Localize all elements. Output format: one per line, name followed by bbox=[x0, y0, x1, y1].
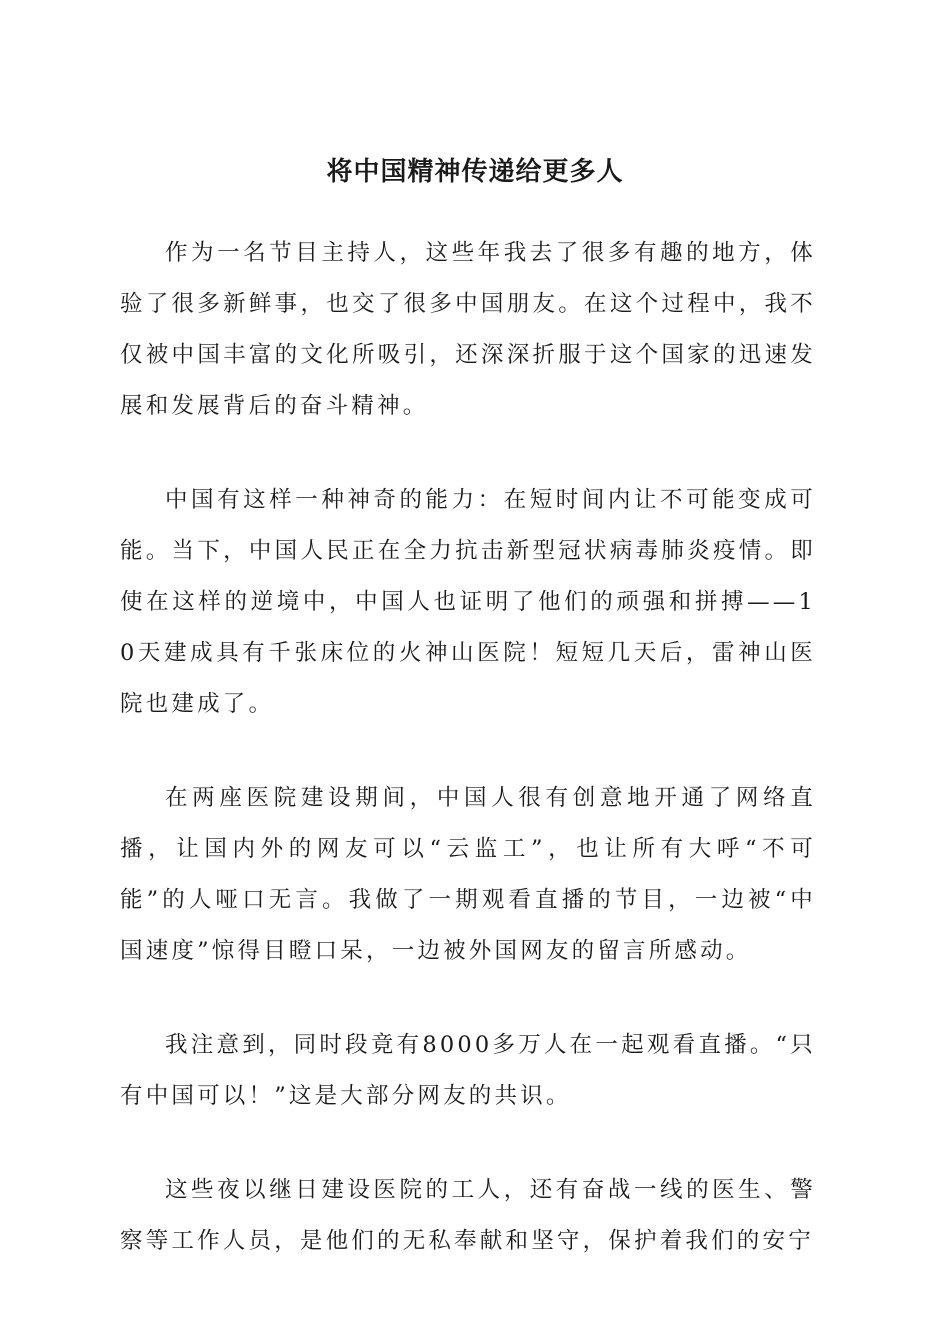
page-title: 将中国精神传递给更多人 bbox=[326, 157, 624, 187]
article-body bbox=[120, 228, 816, 1310]
paragraph-3: 在两座医院建设期间，中国人很有创意地开通了网络直播，让国内外的网友可以“云监工”，也让所有大呼“不可能”的人哑口无言。我做了一期观看直播的节目，一边被“中国速度”惊得目瞪口呆，一边被外国网友的留言所感动。 bbox=[120, 785, 816, 964]
paragraph-2: 中国有这样一种神奇的能力：在短时间内让不可能变成可能。当下，中国人民正在全力抗击新型冠状病毒肺炎疫情。即使在这样的逆境中，中国人也证明了他们的顽强和拼搏——10天建成具有千张床位的火神山医院！短短几天后，雷神山医院也建成了。 bbox=[120, 487, 816, 717]
paragraph-4: 我注意到，同时段竟有8000多万人在一起观看直播。“只有中国可以！”这是大部分网友的共识。 bbox=[120, 1032, 816, 1109]
paragraph-1: 作为一名节目主持人，这些年我去了很多有趣的地方，体验了很多新鲜事，也交了很多中国朋友。在这个过程中，我不仅被中国丰富的文化所吸引，还深深折服于这个国家的迅速发展和发展背后的奋斗精神。 bbox=[120, 240, 816, 419]
paragraph-5: 这些夜以继日建设医院的工人，还有奋战一线的医生、警察等工作人员，是他们的无私奉献和坚守，保护着我们的安宁 bbox=[120, 1177, 816, 1254]
